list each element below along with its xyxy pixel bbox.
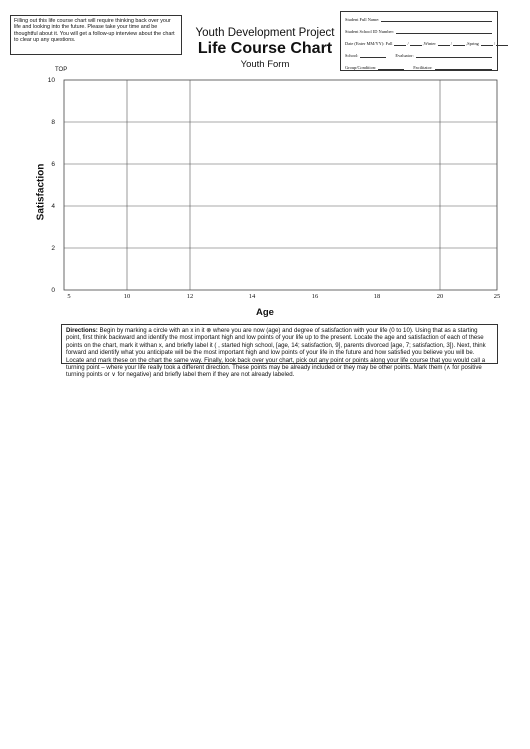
evaluator-label: Evaluator: — [395, 53, 414, 58]
group-label: Group/Condition: — [345, 65, 377, 70]
chart-top-label: TOP — [55, 67, 68, 73]
y-tick-label-10: 10 — [47, 77, 55, 84]
winter-label: Winter — [423, 41, 436, 46]
form-title: Life Course Chart — [197, 40, 333, 57]
x-tick-label-18: 18 — [373, 293, 381, 300]
y-tick-label-6: 6 — [51, 161, 55, 168]
date-label: Date (Enter MM/YY): Fall — [345, 41, 393, 46]
x-tick-label-14: 14 — [248, 293, 256, 300]
school-label: School: — [345, 53, 359, 58]
x-tick-label-16: 16 — [311, 293, 319, 300]
x-tick-label-20: 20 — [436, 293, 444, 300]
directions-box — [61, 324, 498, 379]
facilitator-label: Facilitator: — [413, 65, 433, 70]
plot-frame — [64, 80, 497, 290]
x-tick-label-10: 10 — [123, 293, 131, 300]
y-axis-label: Satisfaction — [35, 163, 47, 221]
project-name: Youth Development Project — [195, 27, 335, 39]
x-tick-label-25: 25 — [493, 293, 501, 300]
date-row: Date (Enter MM/YY): Fall / , Winter / , Spring / — [345, 41, 493, 46]
x-axis-label: Age — [256, 307, 274, 318]
y-tick-label-4: 4 — [51, 203, 55, 210]
id-number-label: Student School ID Number: — [345, 29, 395, 34]
x-tick-label-5: 5 — [67, 293, 71, 300]
spring-label: Spring — [467, 41, 479, 46]
y-tick-label-0: 0 — [51, 287, 55, 294]
form-subtitle: Youth Form — [240, 59, 290, 70]
y-tick-label-8: 8 — [51, 119, 55, 126]
directions-text: Begin by marking a circle with an x in it ⊗ where you are now (age) and degree of satisfaction with your life (0 to 10). Using that as a starting point, first think backward and identify the most important high and low points of your life up to the present. Locate the age and satisfaction of each of these points on the chart, mark it withan x, and briefly label it ( , started high school, [age, 14; satisfaction, 9], parents divorced [age, 7; satisfaction, 3]). Next, think forward and identify what you anticipate will be the most important high and low points of your life in the future and how satisfied you believe you will be. Locate and mark these on the chart the same way. Finally, look back over your chart, pick out any point or points along your life course that you would call a turning point – where your life really took a different direction. These points may be already included or they may be other points. Mark them (∧ for positive turning points or ∨ for negative) and briefly label them if they are not already labeled. — [66, 327, 486, 379]
full-name-label: Student Full Name: — [345, 17, 380, 22]
directions-title: Directions: — [66, 327, 98, 334]
instructions-note: Filling out this life course chart will require thinking back over your life and looking into the future. Please take your time and be thoughtful about it. You will get a follow-up interview about the chart to clear up any questions. — [14, 18, 175, 43]
x-tick-label-12: 12 — [186, 293, 194, 300]
y-tick-label-2: 2 — [51, 245, 55, 252]
